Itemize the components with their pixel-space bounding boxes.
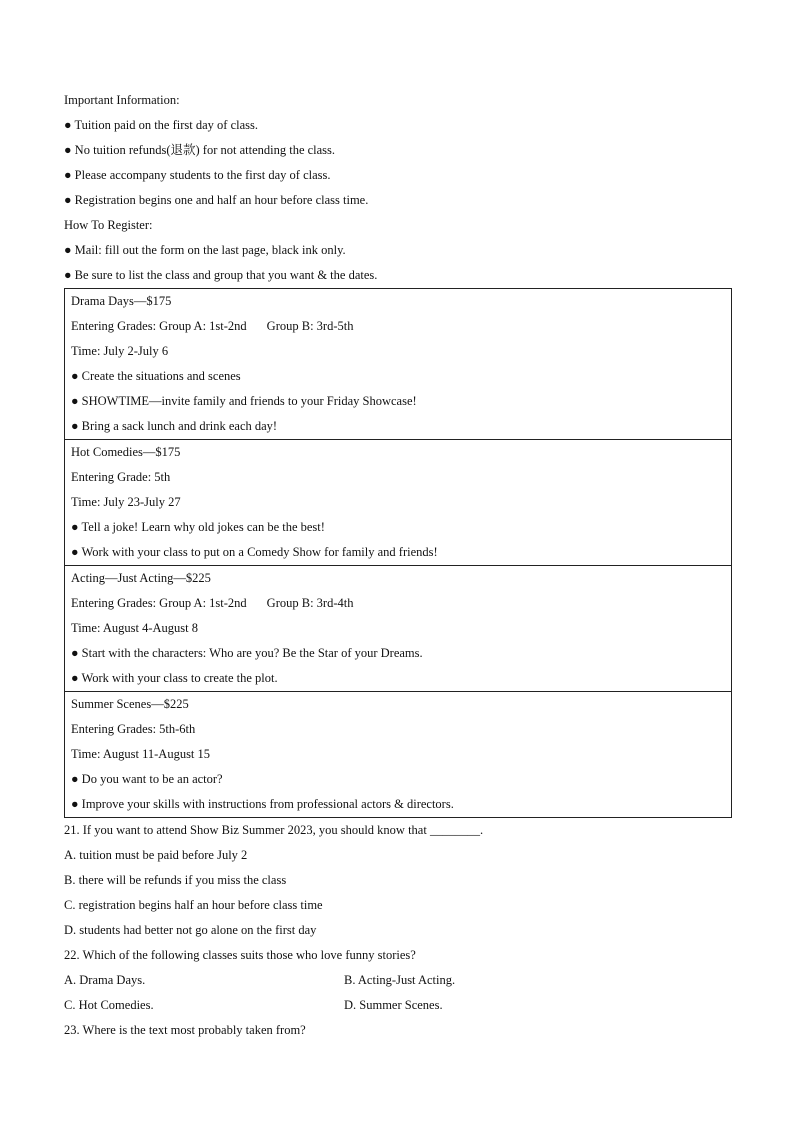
class-bullet: ● Improve your skills with instructions from professional actors & directors.	[71, 797, 454, 811]
class-bullet: ● Work with your class to create the plot.	[71, 671, 278, 685]
important-item: ● Please accompany students to the first day of class.	[64, 168, 331, 182]
question-22-option-b: B. Acting-Just Acting.	[344, 973, 456, 987]
class-bullet: ● Do you want to be an actor?	[71, 772, 223, 786]
grades-group-b: Group B: 3rd-5th	[266, 319, 354, 333]
class-bullet: ● Create the situations and scenes	[71, 369, 241, 383]
question-21-stem: 21. If you want to attend Show Biz Summer 2023, you should know that ________.	[64, 823, 484, 837]
class-grades: Entering Grades: 5th-6th	[71, 722, 196, 736]
grades-group-a: Entering Grades: Group A: 1st-2nd	[71, 319, 247, 333]
class-title: Summer Scenes—$225	[71, 697, 189, 711]
class-grades	[71, 314, 731, 339]
class-bullet: ● Work with your class to put on a Comedy Show for family and friends!	[71, 545, 438, 559]
class-hot-comedies	[65, 440, 731, 566]
important-heading: Important Information:	[64, 93, 180, 107]
class-bullet: ● Tell a joke! Learn why old jokes can be the best!	[71, 520, 325, 534]
question-22-option-d: D. Summer Scenes.	[344, 998, 443, 1012]
class-table	[64, 288, 732, 818]
question-23-stem: 23. Where is the text most probably taken from?	[64, 1023, 306, 1037]
class-title: Drama Days—$175	[71, 294, 172, 308]
class-time: Time: August 11-August 15	[71, 747, 211, 761]
important-item: ● No tuition refunds(退款) for not attending the class.	[64, 143, 336, 157]
register-item: ● Be sure to list the class and group that you want & the dates.	[64, 268, 378, 282]
class-time: Time: July 2-July 6	[71, 344, 169, 358]
question-21-option-b: B. there will be refunds if you miss the class	[64, 873, 287, 887]
question-21-option-a: A. tuition must be paid before July 2	[64, 848, 248, 862]
question-22-stem: 22. Which of the following classes suits those who love funny stories?	[64, 948, 416, 962]
class-grades	[71, 591, 731, 616]
class-just-acting	[65, 566, 731, 692]
class-title: Hot Comedies—$175	[71, 445, 181, 459]
question-21-option-d: D. students had better not go alone on the first day	[64, 923, 317, 937]
class-drama-days	[65, 289, 731, 440]
important-item: ● Registration begins one and half an hour before class time.	[64, 193, 369, 207]
question-22-option-c: C. Hot Comedies.	[64, 998, 154, 1012]
question-22-option-a: A. Drama Days.	[64, 973, 146, 987]
class-grades: Entering Grade: 5th	[71, 470, 171, 484]
document-body	[64, 88, 732, 1043]
question-22-options-row	[64, 968, 732, 993]
important-item: ● Tuition paid on the first day of class.	[64, 118, 259, 132]
question-22-options-row	[64, 993, 732, 1018]
class-bullet: ● Start with the characters: Who are you? Be the Star of your Dreams.	[71, 646, 423, 660]
grades-group-a: Entering Grades: Group A: 1st-2nd	[71, 596, 247, 610]
register-heading: How To Register:	[64, 218, 153, 232]
class-bullet: ● Bring a sack lunch and drink each day!	[71, 419, 278, 433]
class-title: Acting—Just Acting—$225	[71, 571, 211, 585]
question-21-option-c: C. registration begins half an hour before class time	[64, 898, 323, 912]
class-bullet: ● SHOWTIME—invite family and friends to your Friday Showcase!	[71, 394, 417, 408]
class-time: Time: August 4-August 8	[71, 621, 198, 635]
grades-group-b: Group B: 3rd-4th	[266, 596, 354, 610]
register-item: ● Mail: fill out the form on the last page, black ink only.	[64, 243, 346, 257]
class-time: Time: July 23-July 27	[71, 495, 181, 509]
class-summer-scenes	[65, 692, 731, 818]
